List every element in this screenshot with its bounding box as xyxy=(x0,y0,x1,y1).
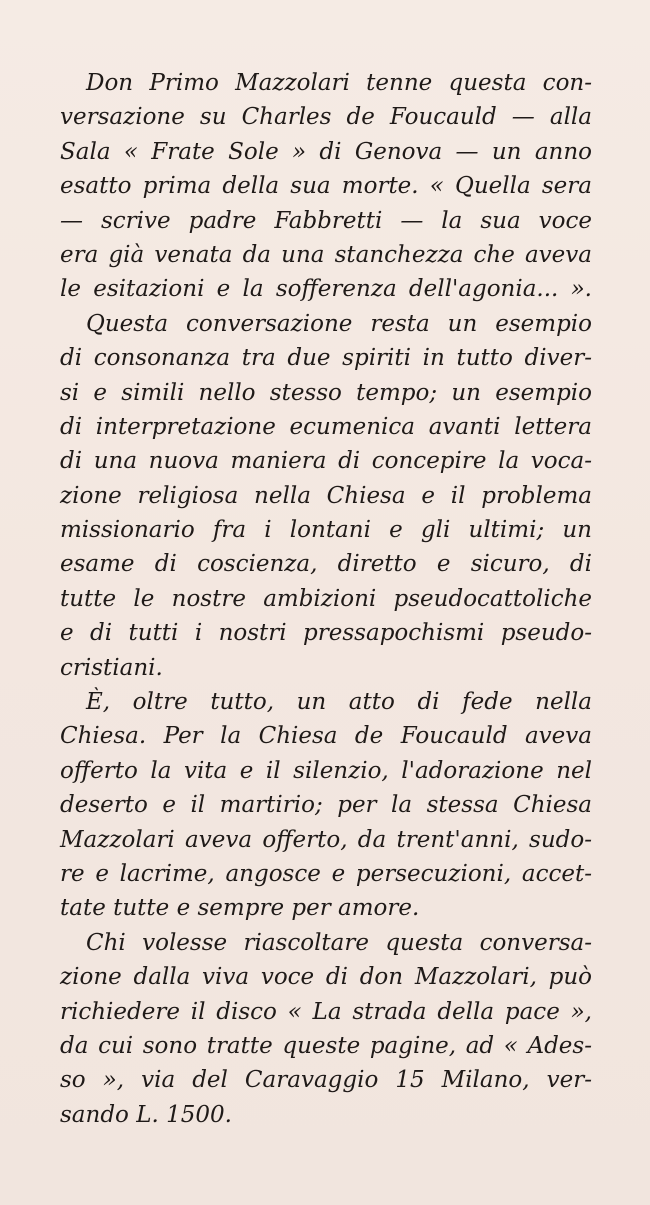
text-line: missionario fra i lontani e gli ultimi; un xyxy=(60,517,592,544)
text-line: si e simili nello stesso tempo; un esempio xyxy=(60,379,592,406)
text-line: sando L. 1500. xyxy=(60,1101,232,1128)
text-line: re e lacrime, angosce e persecuzioni, accet- xyxy=(60,860,592,887)
text-line: di una nuova maniera di concepire la voca- xyxy=(60,448,592,475)
text-body xyxy=(60,66,592,1132)
text-line: Chiesa. Per la Chiesa de Foucauld aveva xyxy=(60,723,592,750)
text-line: le esitazioni e la sofferenza dell'agonia... ». xyxy=(60,276,592,303)
text-line: — scrive padre Fabbretti — la sua voce xyxy=(60,207,592,234)
text-line: zione dalla viva voce di don Mazzolari, può xyxy=(60,964,592,991)
paragraph-1 xyxy=(60,66,592,307)
text-line: Chi volesse riascoltare questa conversa- xyxy=(86,929,592,956)
text-line: tate tutte e sempre per amore. xyxy=(60,895,420,922)
text-line: cristiani. xyxy=(60,654,163,681)
text-line: Mazzolari aveva offerto, da trent'anni, sudo- xyxy=(60,826,592,853)
text-line: deserto e il martirio; per la stessa Chiesa xyxy=(60,792,592,819)
text-line: richiedere il disco « La strada della pace », xyxy=(60,998,592,1025)
paragraph-4 xyxy=(60,926,592,1132)
text-line: era già venata da una stanchezza che aveva xyxy=(60,241,592,268)
text-line: offerto la vita e il silenzio, l'adorazione nel xyxy=(60,757,592,784)
text-line: Questa conversazione resta un esempio xyxy=(86,310,592,337)
text-line: esame di coscienza, diretto e sicuro, di xyxy=(60,551,592,578)
text-line: esatto prima della sua morte. « Quella sera xyxy=(60,173,592,200)
paragraph-2 xyxy=(60,307,592,685)
text-line: e di tutti i nostri pressapochismi pseudo- xyxy=(60,620,592,647)
text-line: Don Primo Mazzolari tenne questa con- xyxy=(86,70,592,96)
text-line: È, oltre tutto, un atto di fede nella xyxy=(86,689,592,716)
text-line: di consonanza tra due spiriti in tutto diver- xyxy=(60,345,592,372)
text-line: versazione su Charles de Foucauld — alla xyxy=(60,104,592,131)
text-line: da cui sono tratte queste pagine, ad « Ades- xyxy=(60,1032,592,1059)
paragraph-3 xyxy=(60,685,592,926)
text-line: di interpretazione ecumenica avanti lettera xyxy=(60,413,592,440)
text-line: so », via del Caravaggio 15 Milano, ver- xyxy=(60,1067,592,1094)
text-line: tutte le nostre ambizioni pseudocattoliche xyxy=(60,585,592,612)
text-line: zione religiosa nella Chiesa e il problema xyxy=(60,482,592,509)
text-line: Sala « Frate Sole » di Genova — un anno xyxy=(60,138,592,165)
